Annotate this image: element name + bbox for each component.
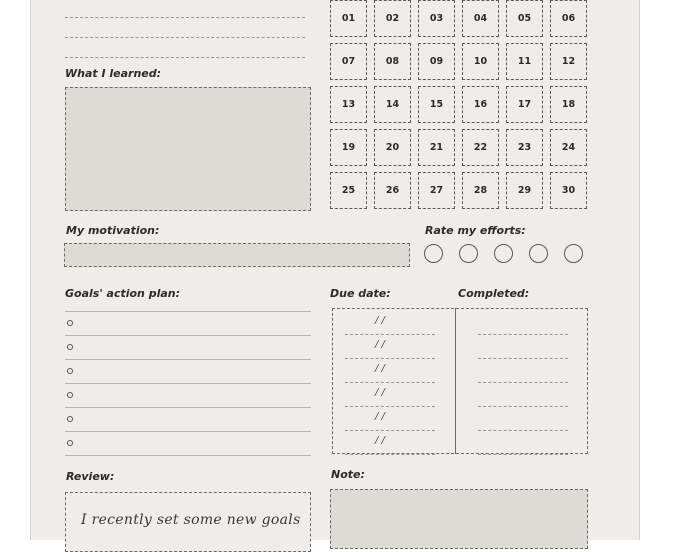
calendar-day-22[interactable]: 22 <box>462 129 499 166</box>
calendar-day-13[interactable]: 13 <box>330 86 367 123</box>
top-line-3 <box>65 57 305 58</box>
calendar-day-04[interactable]: 04 <box>462 0 499 37</box>
goal-checkbox-1[interactable] <box>67 320 73 326</box>
calendar-day-15[interactable]: 15 <box>418 86 455 123</box>
rate-circle-1[interactable] <box>424 244 443 263</box>
goal-checkbox-6[interactable] <box>67 440 73 446</box>
completed-line-6[interactable] <box>478 454 568 455</box>
completed-line-3[interactable] <box>478 382 568 383</box>
calendar-day-05[interactable]: 05 <box>506 0 543 37</box>
calendar-day-01[interactable]: 01 <box>330 0 367 37</box>
rate-circle-3[interactable] <box>494 244 513 263</box>
calendar-day-27[interactable]: 27 <box>418 172 455 209</box>
calendar-day-10[interactable]: 10 <box>462 43 499 80</box>
goal-line-4[interactable] <box>65 407 311 408</box>
due-date-2[interactable]: / / <box>375 339 385 350</box>
calendar-day-24[interactable]: 24 <box>550 129 587 166</box>
calendar-day-12[interactable]: 12 <box>550 43 587 80</box>
calendar-day-30[interactable]: 30 <box>550 172 587 209</box>
motivation-label: My motivation: <box>66 224 160 237</box>
goal-line-1[interactable] <box>65 335 311 336</box>
due-line-3 <box>345 382 435 383</box>
calendar-day-02[interactable]: 02 <box>374 0 411 37</box>
rate-label: Rate my efforts: <box>425 224 526 237</box>
calendar-day-25[interactable]: 25 <box>330 172 367 209</box>
calendar-day-23[interactable]: 23 <box>506 129 543 166</box>
motivation-field[interactable] <box>64 243 410 267</box>
calendar-day-06[interactable]: 06 <box>550 0 587 37</box>
rate-circle-4[interactable] <box>529 244 548 263</box>
goal-line-3[interactable] <box>65 383 311 384</box>
due-label: Due date: <box>330 287 391 300</box>
due-date-1[interactable]: / / <box>375 315 385 326</box>
calendar-day-29[interactable]: 29 <box>506 172 543 209</box>
rate-circle-5[interactable] <box>564 244 583 263</box>
due-date-5[interactable]: / / <box>375 411 385 422</box>
completed-label: Completed: <box>458 287 530 300</box>
calendar-day-17[interactable]: 17 <box>506 86 543 123</box>
due-date-4[interactable]: / / <box>375 387 385 398</box>
due-completed-table <box>332 308 588 454</box>
note-box[interactable] <box>330 489 588 549</box>
completed-line-1[interactable] <box>478 334 568 335</box>
due-line-6 <box>345 454 435 455</box>
table-divider <box>455 308 456 454</box>
learned-label: What I learned: <box>65 67 162 80</box>
due-line-1 <box>345 334 435 335</box>
due-line-5 <box>345 430 435 431</box>
calendar-day-11[interactable]: 11 <box>506 43 543 80</box>
learned-box[interactable] <box>65 87 311 211</box>
goal-line-6[interactable] <box>65 455 311 456</box>
calendar-day-03[interactable]: 03 <box>418 0 455 37</box>
calendar-day-26[interactable]: 26 <box>374 172 411 209</box>
calendar-day-21[interactable]: 21 <box>418 129 455 166</box>
goal-checkbox-4[interactable] <box>67 392 73 398</box>
calendar-day-28[interactable]: 28 <box>462 172 499 209</box>
completed-line-4[interactable] <box>478 406 568 407</box>
top-line-2 <box>65 37 305 38</box>
goals-label: Goals' action plan: <box>65 287 181 300</box>
review-label: Review: <box>66 470 115 483</box>
goal-checkbox-3[interactable] <box>67 368 73 374</box>
goal-line-5[interactable] <box>65 431 311 432</box>
goal-checkbox-2[interactable] <box>67 344 73 350</box>
calendar-day-14[interactable]: 14 <box>374 86 411 123</box>
calendar-day-08[interactable]: 08 <box>374 43 411 80</box>
goal-line-2[interactable] <box>65 359 311 360</box>
goals-top-line <box>65 311 311 312</box>
calendar-day-19[interactable]: 19 <box>330 129 367 166</box>
calendar-day-20[interactable]: 20 <box>374 129 411 166</box>
rate-circle-2[interactable] <box>459 244 478 263</box>
due-date-6[interactable]: / / <box>375 435 385 446</box>
due-date-3[interactable]: / / <box>375 363 385 374</box>
calendar-day-18[interactable]: 18 <box>550 86 587 123</box>
calendar-day-07[interactable]: 07 <box>330 43 367 80</box>
planner-page <box>30 0 640 540</box>
note-label: Note: <box>331 468 365 481</box>
completed-line-2[interactable] <box>478 358 568 359</box>
top-line-1 <box>65 17 305 18</box>
calendar-day-16[interactable]: 16 <box>462 86 499 123</box>
completed-line-5[interactable] <box>478 430 568 431</box>
calendar-day-09[interactable]: 09 <box>418 43 455 80</box>
due-line-4 <box>345 406 435 407</box>
review-handwriting: I recently set some new goals <box>81 512 301 528</box>
goal-checkbox-5[interactable] <box>67 416 73 422</box>
due-line-2 <box>345 358 435 359</box>
